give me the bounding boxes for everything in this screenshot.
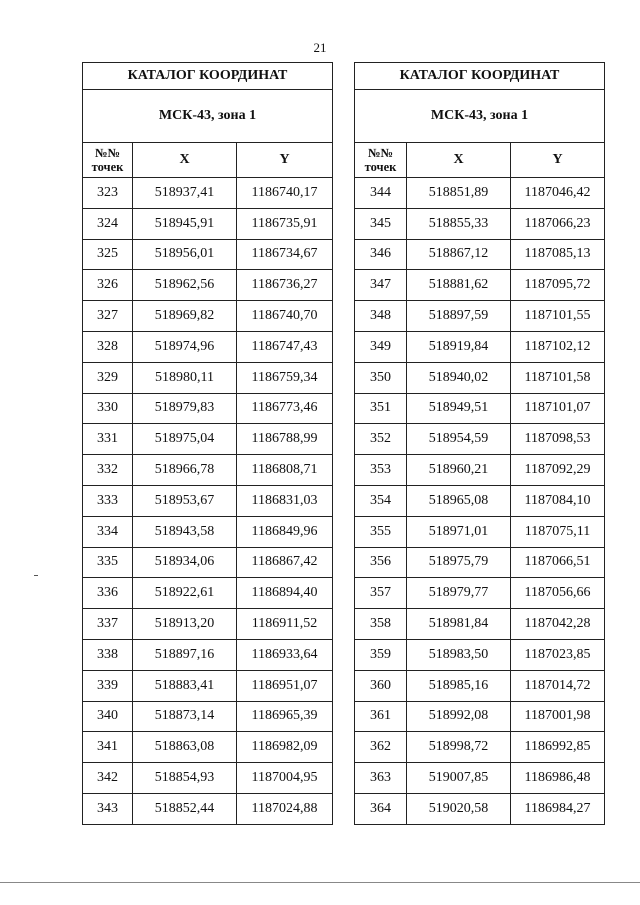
table-row [83, 301, 333, 332]
point-number-cell: 348 [355, 301, 407, 332]
point-number-cell: 326 [83, 270, 133, 301]
x-coordinate-cell: 518883,41 [133, 670, 237, 701]
table-row [83, 362, 333, 393]
x-coordinate-cell: 518965,08 [407, 485, 511, 516]
table-row [355, 485, 605, 516]
table-row [83, 485, 333, 516]
x-coordinate-cell: 518962,56 [133, 270, 237, 301]
table-row [355, 516, 605, 547]
table-row [83, 793, 333, 824]
table-row [83, 763, 333, 794]
point-number-cell: 360 [355, 670, 407, 701]
point-number-cell: 332 [83, 455, 133, 486]
x-coordinate-cell: 518953,67 [133, 485, 237, 516]
point-number-cell: 359 [355, 639, 407, 670]
y-coordinate-cell: 1187014,72 [511, 670, 605, 701]
point-number-header: №№ точек [355, 143, 407, 178]
point-number-cell: 330 [83, 393, 133, 424]
table-row [355, 331, 605, 362]
y-coordinate-cell: 1186894,40 [237, 578, 333, 609]
point-number-cell: 362 [355, 732, 407, 763]
x-coordinate-cell: 518919,84 [407, 331, 511, 362]
point-number-cell: 351 [355, 393, 407, 424]
y-coordinate-cell: 1186933,64 [237, 639, 333, 670]
table-row [83, 455, 333, 486]
point-number-cell: 334 [83, 516, 133, 547]
y-coordinate-cell: 1187066,51 [511, 547, 605, 578]
y-coordinate-cell: 1187046,42 [511, 178, 605, 209]
table-row [83, 239, 333, 270]
y-coordinate-cell: 1187101,55 [511, 301, 605, 332]
y-coordinate-cell: 1186736,27 [237, 270, 333, 301]
x-coordinate-cell: 518954,59 [407, 424, 511, 455]
point-number-cell: 323 [83, 178, 133, 209]
point-number-cell: 355 [355, 516, 407, 547]
table-row [355, 732, 605, 763]
point-number-cell: 328 [83, 331, 133, 362]
point-number-cell: 337 [83, 609, 133, 640]
y-coordinate-cell: 1187066,23 [511, 208, 605, 239]
point-number-cell: 345 [355, 208, 407, 239]
x-coordinate-cell: 518863,08 [133, 732, 237, 763]
point-number-cell: 344 [355, 178, 407, 209]
y-coordinate-cell: 1187084,10 [511, 485, 605, 516]
point-number-cell: 347 [355, 270, 407, 301]
y-coordinate-cell: 1186831,03 [237, 485, 333, 516]
point-number-cell: 339 [83, 670, 133, 701]
x-coordinate-cell: 518980,11 [133, 362, 237, 393]
table-row [355, 239, 605, 270]
point-number-cell: 342 [83, 763, 133, 794]
x-coordinate-cell: 518851,89 [407, 178, 511, 209]
y-coordinate-cell: 1186734,67 [237, 239, 333, 270]
x-coordinate-cell: 518897,16 [133, 639, 237, 670]
table-row [83, 516, 333, 547]
point-number-cell: 346 [355, 239, 407, 270]
table-row [83, 270, 333, 301]
x-coordinate-cell: 518975,04 [133, 424, 237, 455]
y-header: Y [511, 143, 605, 178]
table-row [83, 701, 333, 732]
table-row [355, 578, 605, 609]
y-coordinate-cell: 1186740,70 [237, 301, 333, 332]
x-coordinate-cell: 518998,72 [407, 732, 511, 763]
x-coordinate-cell: 518940,02 [407, 362, 511, 393]
y-coordinate-cell: 1187042,28 [511, 609, 605, 640]
x-coordinate-cell: 518934,06 [133, 547, 237, 578]
table-row [355, 301, 605, 332]
table-row [355, 208, 605, 239]
y-coordinate-cell: 1186867,42 [237, 547, 333, 578]
y-coordinate-cell: 1187075,11 [511, 516, 605, 547]
y-header: Y [237, 143, 333, 178]
y-coordinate-cell: 1187101,58 [511, 362, 605, 393]
point-number-cell: 325 [83, 239, 133, 270]
table-row [83, 732, 333, 763]
table-row [83, 609, 333, 640]
point-number-cell: 329 [83, 362, 133, 393]
point-number-cell: 340 [83, 701, 133, 732]
table-row [355, 178, 605, 209]
y-coordinate-cell: 1187056,66 [511, 578, 605, 609]
coordinate-catalog-table-left [82, 62, 333, 825]
y-coordinate-cell: 1187001,98 [511, 701, 605, 732]
table-row [83, 578, 333, 609]
y-coordinate-cell: 1186773,46 [237, 393, 333, 424]
y-coordinate-cell: 1187102,12 [511, 331, 605, 362]
x-coordinate-cell: 518945,91 [133, 208, 237, 239]
x-header: X [407, 143, 511, 178]
x-coordinate-cell: 518855,33 [407, 208, 511, 239]
x-coordinate-cell: 518985,16 [407, 670, 511, 701]
point-number-cell: 358 [355, 609, 407, 640]
y-coordinate-cell: 1186982,09 [237, 732, 333, 763]
x-coordinate-cell: 518937,41 [133, 178, 237, 209]
table-row [355, 793, 605, 824]
y-coordinate-cell: 1187023,85 [511, 639, 605, 670]
x-coordinate-cell: 518949,51 [407, 393, 511, 424]
x-coordinate-cell: 518873,14 [133, 701, 237, 732]
point-number-cell: 363 [355, 763, 407, 794]
table-row [355, 701, 605, 732]
table-row [355, 424, 605, 455]
table-row [355, 547, 605, 578]
catalog-title: КАТАЛОГ КООРДИНАТ [83, 63, 333, 90]
y-coordinate-cell: 1186911,52 [237, 609, 333, 640]
y-coordinate-cell: 1187004,95 [237, 763, 333, 794]
x-coordinate-cell: 518969,82 [133, 301, 237, 332]
x-coordinate-cell: 518983,50 [407, 639, 511, 670]
x-header: X [133, 143, 237, 178]
table-row [83, 639, 333, 670]
point-number-cell: 356 [355, 547, 407, 578]
x-coordinate-cell: 518974,96 [133, 331, 237, 362]
point-number-cell: 364 [355, 793, 407, 824]
table-row [355, 393, 605, 424]
point-number-cell: 357 [355, 578, 407, 609]
scan-mark [34, 575, 38, 576]
point-number-cell: 349 [355, 331, 407, 362]
y-coordinate-cell: 1186992,85 [511, 732, 605, 763]
y-coordinate-cell: 1187085,13 [511, 239, 605, 270]
y-coordinate-cell: 1186965,39 [237, 701, 333, 732]
x-coordinate-cell: 518852,44 [133, 793, 237, 824]
x-coordinate-cell: 518992,08 [407, 701, 511, 732]
y-coordinate-cell: 1186984,27 [511, 793, 605, 824]
y-coordinate-cell: 1187092,29 [511, 455, 605, 486]
table-row [355, 609, 605, 640]
y-coordinate-cell: 1186849,96 [237, 516, 333, 547]
y-coordinate-cell: 1187098,53 [511, 424, 605, 455]
point-number-cell: 331 [83, 424, 133, 455]
point-number-cell: 338 [83, 639, 133, 670]
y-coordinate-cell: 1187024,88 [237, 793, 333, 824]
x-coordinate-cell: 518979,77 [407, 578, 511, 609]
x-coordinate-cell: 519020,58 [407, 793, 511, 824]
x-coordinate-cell: 518854,93 [133, 763, 237, 794]
x-coordinate-cell: 518981,84 [407, 609, 511, 640]
catalog-title: КАТАЛОГ КООРДИНАТ [355, 63, 605, 90]
table-row [355, 763, 605, 794]
x-coordinate-cell: 518943,58 [133, 516, 237, 547]
x-coordinate-cell: 518867,12 [407, 239, 511, 270]
y-coordinate-cell: 1186735,91 [237, 208, 333, 239]
point-number-cell: 350 [355, 362, 407, 393]
y-coordinate-cell: 1186951,07 [237, 670, 333, 701]
table-row [83, 178, 333, 209]
point-number-cell: 335 [83, 547, 133, 578]
catalog-subtitle: МСК-43, зона 1 [83, 90, 333, 143]
y-coordinate-cell: 1186788,99 [237, 424, 333, 455]
point-number-cell: 352 [355, 424, 407, 455]
x-coordinate-cell: 518913,20 [133, 609, 237, 640]
table-row [83, 670, 333, 701]
bottom-rule [0, 882, 640, 883]
point-number-cell: 327 [83, 301, 133, 332]
x-coordinate-cell: 518881,62 [407, 270, 511, 301]
x-coordinate-cell: 518922,61 [133, 578, 237, 609]
catalog-subtitle: МСК-43, зона 1 [355, 90, 605, 143]
x-coordinate-cell: 518971,01 [407, 516, 511, 547]
table-row [355, 455, 605, 486]
table-row [83, 393, 333, 424]
y-coordinate-cell: 1186759,34 [237, 362, 333, 393]
x-coordinate-cell: 518897,59 [407, 301, 511, 332]
y-coordinate-cell: 1187095,72 [511, 270, 605, 301]
table-row [355, 270, 605, 301]
point-number-cell: 343 [83, 793, 133, 824]
point-number-header: №№ точек [83, 143, 133, 178]
x-coordinate-cell: 518956,01 [133, 239, 237, 270]
x-coordinate-cell: 518966,78 [133, 455, 237, 486]
x-coordinate-cell: 518975,79 [407, 547, 511, 578]
x-coordinate-cell: 519007,85 [407, 763, 511, 794]
table-row [355, 639, 605, 670]
point-number-cell: 333 [83, 485, 133, 516]
x-coordinate-cell: 518979,83 [133, 393, 237, 424]
y-coordinate-cell: 1187101,07 [511, 393, 605, 424]
table-row [83, 331, 333, 362]
point-number-cell: 341 [83, 732, 133, 763]
table-row [83, 547, 333, 578]
y-coordinate-cell: 1186808,71 [237, 455, 333, 486]
page-number: 21 [313, 40, 327, 55]
point-number-cell: 361 [355, 701, 407, 732]
point-number-cell: 324 [83, 208, 133, 239]
table-row [355, 362, 605, 393]
point-number-cell: 353 [355, 455, 407, 486]
table-row [83, 208, 333, 239]
y-coordinate-cell: 1186747,43 [237, 331, 333, 362]
point-number-cell: 354 [355, 485, 407, 516]
y-coordinate-cell: 1186740,17 [237, 178, 333, 209]
point-number-cell: 336 [83, 578, 133, 609]
table-row [355, 670, 605, 701]
x-coordinate-cell: 518960,21 [407, 455, 511, 486]
table-row [83, 424, 333, 455]
coordinate-catalog-table-right [354, 62, 605, 825]
y-coordinate-cell: 1186986,48 [511, 763, 605, 794]
